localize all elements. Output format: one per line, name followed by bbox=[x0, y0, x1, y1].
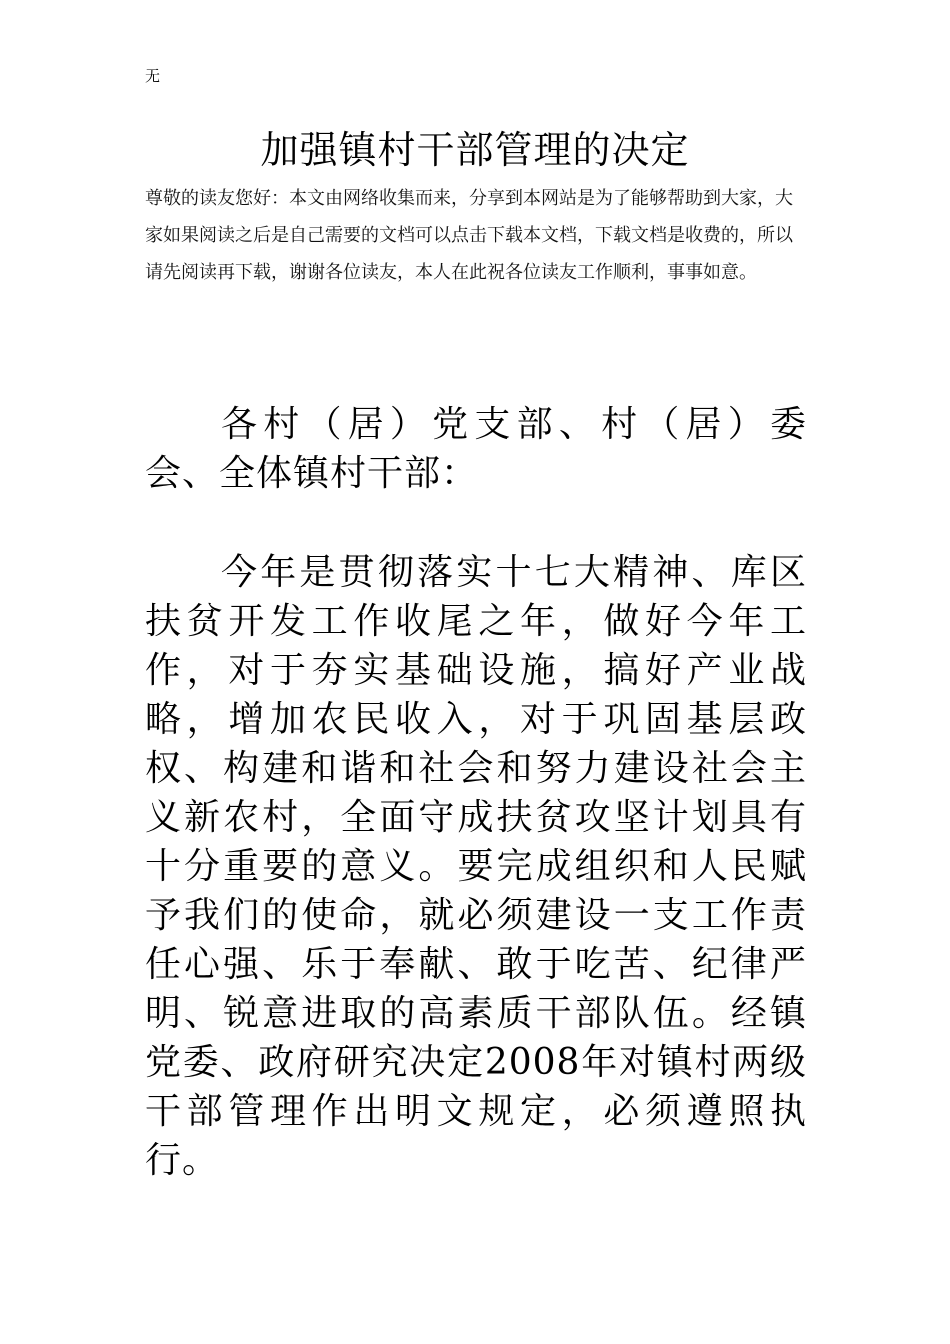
reader-notice: 尊敬的读友您好：本文由网络收集而来，分享到本网站是为了能够帮助到大家，大家如果阅读之后是自己需要的文档可以点击下载本文档，下载文档是收费的，所以请先阅读再下载，谢谢各位读友，本人在此祝各位读友工作顺利，事事如意。 bbox=[145, 188, 793, 283]
salutation: 各村（居）党支部、村（居）委会、全体镇村干部： bbox=[145, 404, 807, 494]
header-mark: 无 bbox=[145, 67, 161, 85]
body-paragraph: 今年是贯彻落实十七大精神、库区扶贫开发工作收尾之年，做好今年工作，对于夯实基础设施，搞好产业战略，增加农民收入，对于巩固基层政权、构建和谐和社会和努力建设社会主义新农村，全面守成扶贫攻坚计划具有十分重要的意义。要完成组织和人民赋予我们的使命，就必须建设一支工作责任心强、乐于奉献、敢于吃苦、纪律严明、锐意进取的高素质干部队伍。经镇党委、政府研究决定2008年对镇村两级干部管理作出明文规定，必须遵照执行。 bbox=[145, 552, 807, 1181]
document-title: 加强镇村干部管理的决定 bbox=[260, 128, 690, 172]
